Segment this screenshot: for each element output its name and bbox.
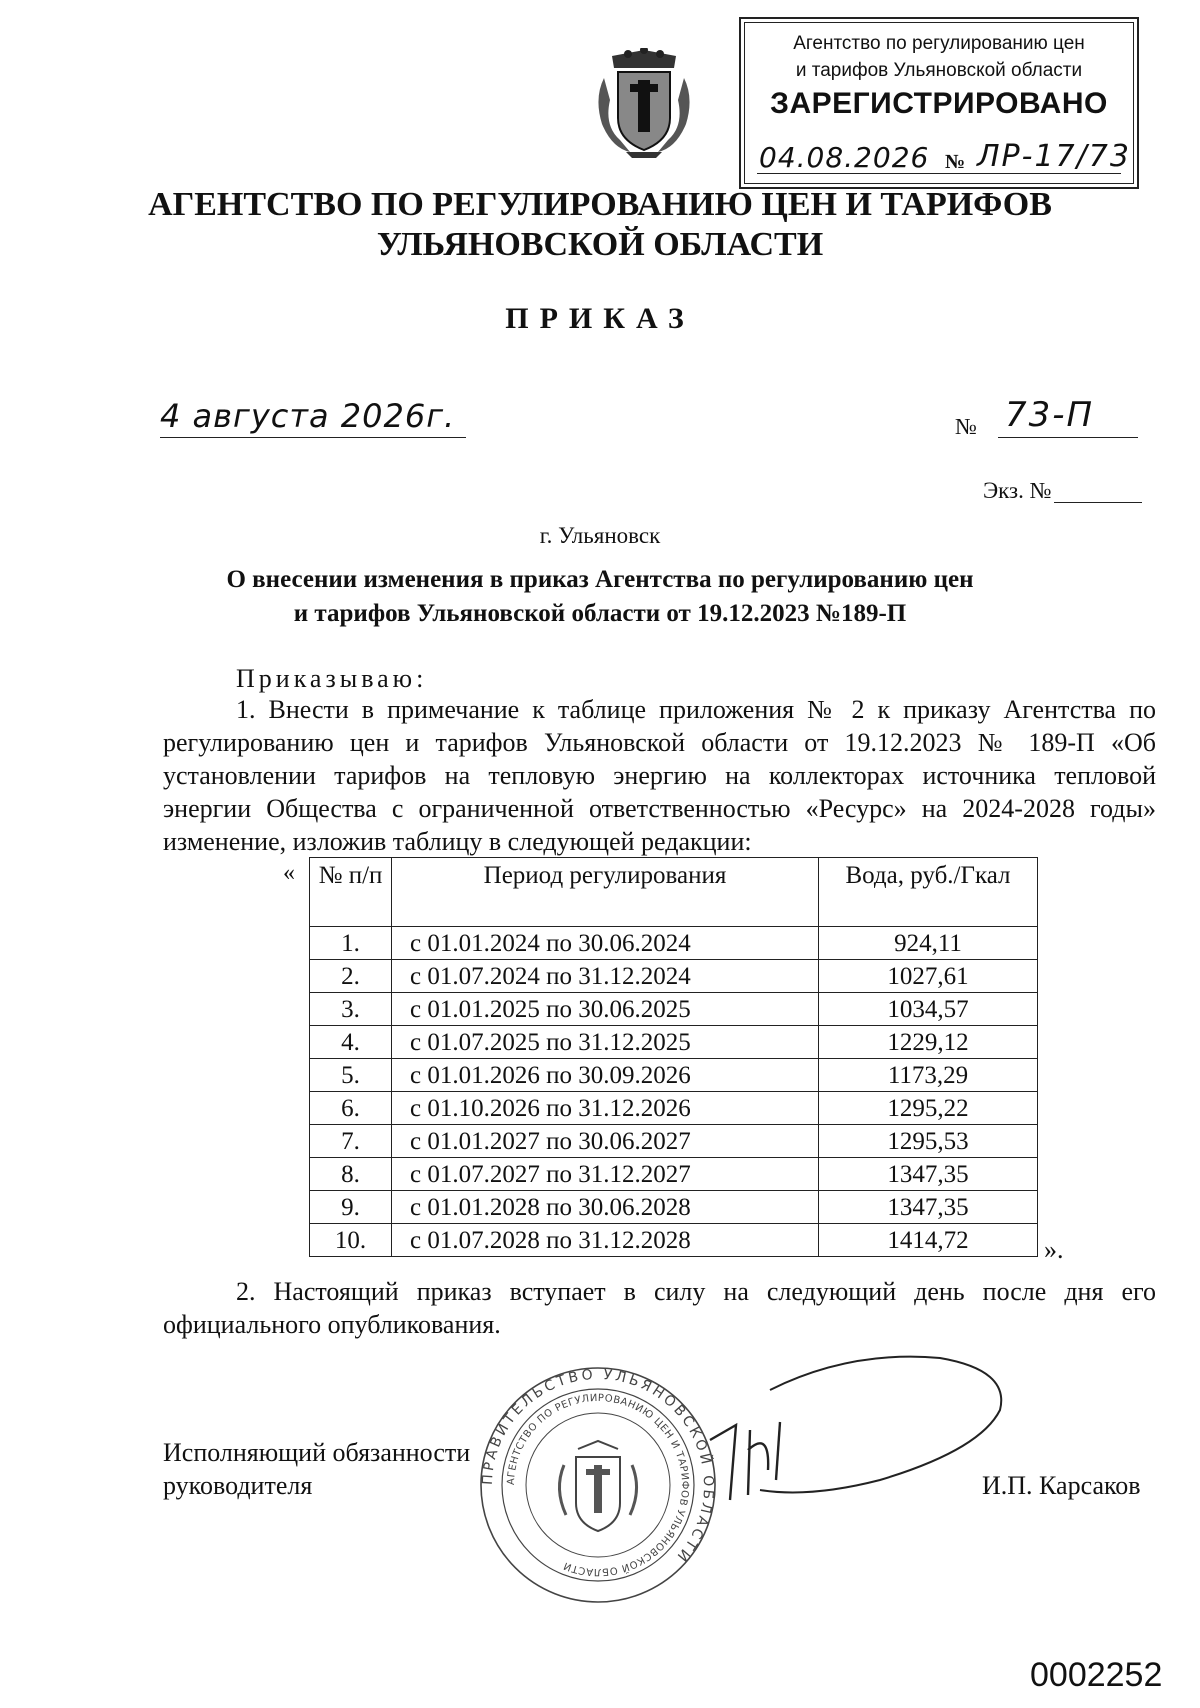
- row-period: с 01.07.2024 по 31.12.2024: [392, 960, 819, 993]
- registration-number-label: №: [945, 151, 966, 173]
- table-quote-close: ».: [1044, 1235, 1064, 1264]
- order-number-label: №: [955, 414, 977, 439]
- table-row: [310, 1158, 1038, 1191]
- table-row: [310, 1224, 1038, 1257]
- row-number: 1.: [310, 927, 392, 960]
- signer-name: И.П. Карсаков: [982, 1471, 1141, 1500]
- row-value: 1295,22: [819, 1092, 1038, 1125]
- header-period: Период регулирования: [392, 858, 819, 927]
- agency-title-line-1: АГЕНТСТВО ПО РЕГУЛИРОВАНИЮ ЦЕН И ТАРИФОВ: [148, 186, 1052, 223]
- row-value: 924,11: [819, 927, 1038, 960]
- handwritten-signature: [650, 1330, 1020, 1520]
- tariff-table: [309, 857, 1038, 1257]
- order-point-1: 1. Внести в примечание к таблице приложения № 2 к приказу Агентства по регулированию цен и тарифов Ульяновской области от 19.12.2023 № 189-П «Об установлении тарифов на тепловую энергию на коллекторах источника тепловой энергии Общества с ограниченной ответственностью «Ресурс» на 2024-2028 годы» изменение, изложив таблицу в следующей редакции:: [163, 695, 1156, 856]
- copy-number-label: Экз. №: [983, 478, 1052, 503]
- header-number: № п/п: [310, 858, 392, 927]
- signer-position-line-1: Исполняющий обязанности: [163, 1438, 471, 1467]
- subject-line-1: О внесении изменения в приказ Агентства по регулированию цен: [226, 566, 974, 593]
- registration-status: ЗАРЕГИСТРИРОВАНО: [770, 87, 1108, 120]
- table-row: [310, 960, 1038, 993]
- table-row: [310, 1059, 1038, 1092]
- document-type-heading: ПРИКАЗ: [505, 302, 695, 335]
- row-number: 4.: [310, 1026, 392, 1059]
- row-period: с 01.10.2026 по 31.12.2026: [392, 1092, 819, 1125]
- row-number: 5.: [310, 1059, 392, 1092]
- row-period: с 01.07.2028 по 31.12.2028: [392, 1224, 819, 1257]
- registration-stamp: [739, 17, 1139, 189]
- row-period: с 01.01.2024 по 30.06.2024: [392, 927, 819, 960]
- row-period: с 01.01.2027 по 30.06.2027: [392, 1125, 819, 1158]
- row-period: с 01.07.2027 по 31.12.2027: [392, 1158, 819, 1191]
- city: г. Ульяновск: [539, 523, 661, 548]
- row-value: 1347,35: [819, 1158, 1038, 1191]
- row-period: с 01.01.2026 по 30.09.2026: [392, 1059, 819, 1092]
- table-row: [310, 1026, 1038, 1059]
- row-value: 1414,72: [819, 1224, 1038, 1257]
- table-row: [310, 1125, 1038, 1158]
- row-value: 1295,53: [819, 1125, 1038, 1158]
- registration-agency-line-1: Агентство по регулированию цен: [793, 33, 1085, 54]
- registration-agency-line-2: и тарифов Ульяновской области: [795, 60, 1083, 81]
- row-number: 8.: [310, 1158, 392, 1191]
- table-quote-open: «: [283, 860, 295, 886]
- row-period: с 01.01.2028 по 30.06.2028: [392, 1191, 819, 1224]
- row-number: 2.: [310, 960, 392, 993]
- row-value: 1173,29: [819, 1059, 1038, 1092]
- table-row: [310, 1092, 1038, 1125]
- header-water: Вода, руб./Гкал: [819, 858, 1038, 927]
- row-value: 1027,61: [819, 960, 1038, 993]
- registration-date: 04.08.2026: [759, 141, 930, 174]
- row-number: 7.: [310, 1125, 392, 1158]
- signer-position-line-2: руководителя: [163, 1471, 313, 1500]
- order-date-underline: [160, 437, 466, 438]
- table-row: [310, 993, 1038, 1026]
- table-header-row: [310, 858, 1038, 927]
- row-number: 6.: [310, 1092, 392, 1125]
- order-intro: Приказываю:: [236, 664, 428, 693]
- registration-underline: [757, 173, 1121, 174]
- seal-outer-text: ПРАВИТЕЛЬСТВО УЛЬЯНОВСКОЙ ОБЛАСТИ: [479, 1366, 717, 1567]
- table-row: [310, 1191, 1038, 1224]
- order-date: 4 августа 2026г.: [160, 397, 456, 435]
- copy-number-blank: [1054, 502, 1142, 503]
- document-serial-number: 0002252: [1030, 1656, 1163, 1694]
- order-point-2: 2. Настоящий приказ вступает в силу на следующий день после дня его официального опубликования.: [163, 1277, 1156, 1339]
- row-value: 1034,57: [819, 993, 1038, 1026]
- seal-inner-text: АГЕНТСТВО ПО РЕГУЛИРОВАНИЮ ЦЕН И ТАРИФОВ УЛЬЯНОВСКОЙ ОБЛАСТИ: [505, 1392, 691, 1578]
- table-row: [310, 927, 1038, 960]
- registration-number: ЛР-17/73: [977, 139, 1131, 174]
- agency-title-line-2: УЛЬЯНОВСКОЙ ОБЛАСТИ: [376, 226, 824, 263]
- row-value: 1229,12: [819, 1026, 1038, 1059]
- order-number-underline: [998, 437, 1138, 438]
- row-period: с 01.01.2025 по 30.06.2025: [392, 993, 819, 1026]
- row-number: 9.: [310, 1191, 392, 1224]
- row-value: 1347,35: [819, 1191, 1038, 1224]
- row-number: 10.: [310, 1224, 392, 1257]
- row-period: с 01.07.2025 по 31.12.2025: [392, 1026, 819, 1059]
- order-number: 73-П: [1005, 395, 1095, 435]
- coat-of-arms-icon: [590, 48, 698, 160]
- row-number: 3.: [310, 993, 392, 1026]
- subject-line-2: и тарифов Ульяновской области от 19.12.2023 №189-П: [293, 600, 907, 627]
